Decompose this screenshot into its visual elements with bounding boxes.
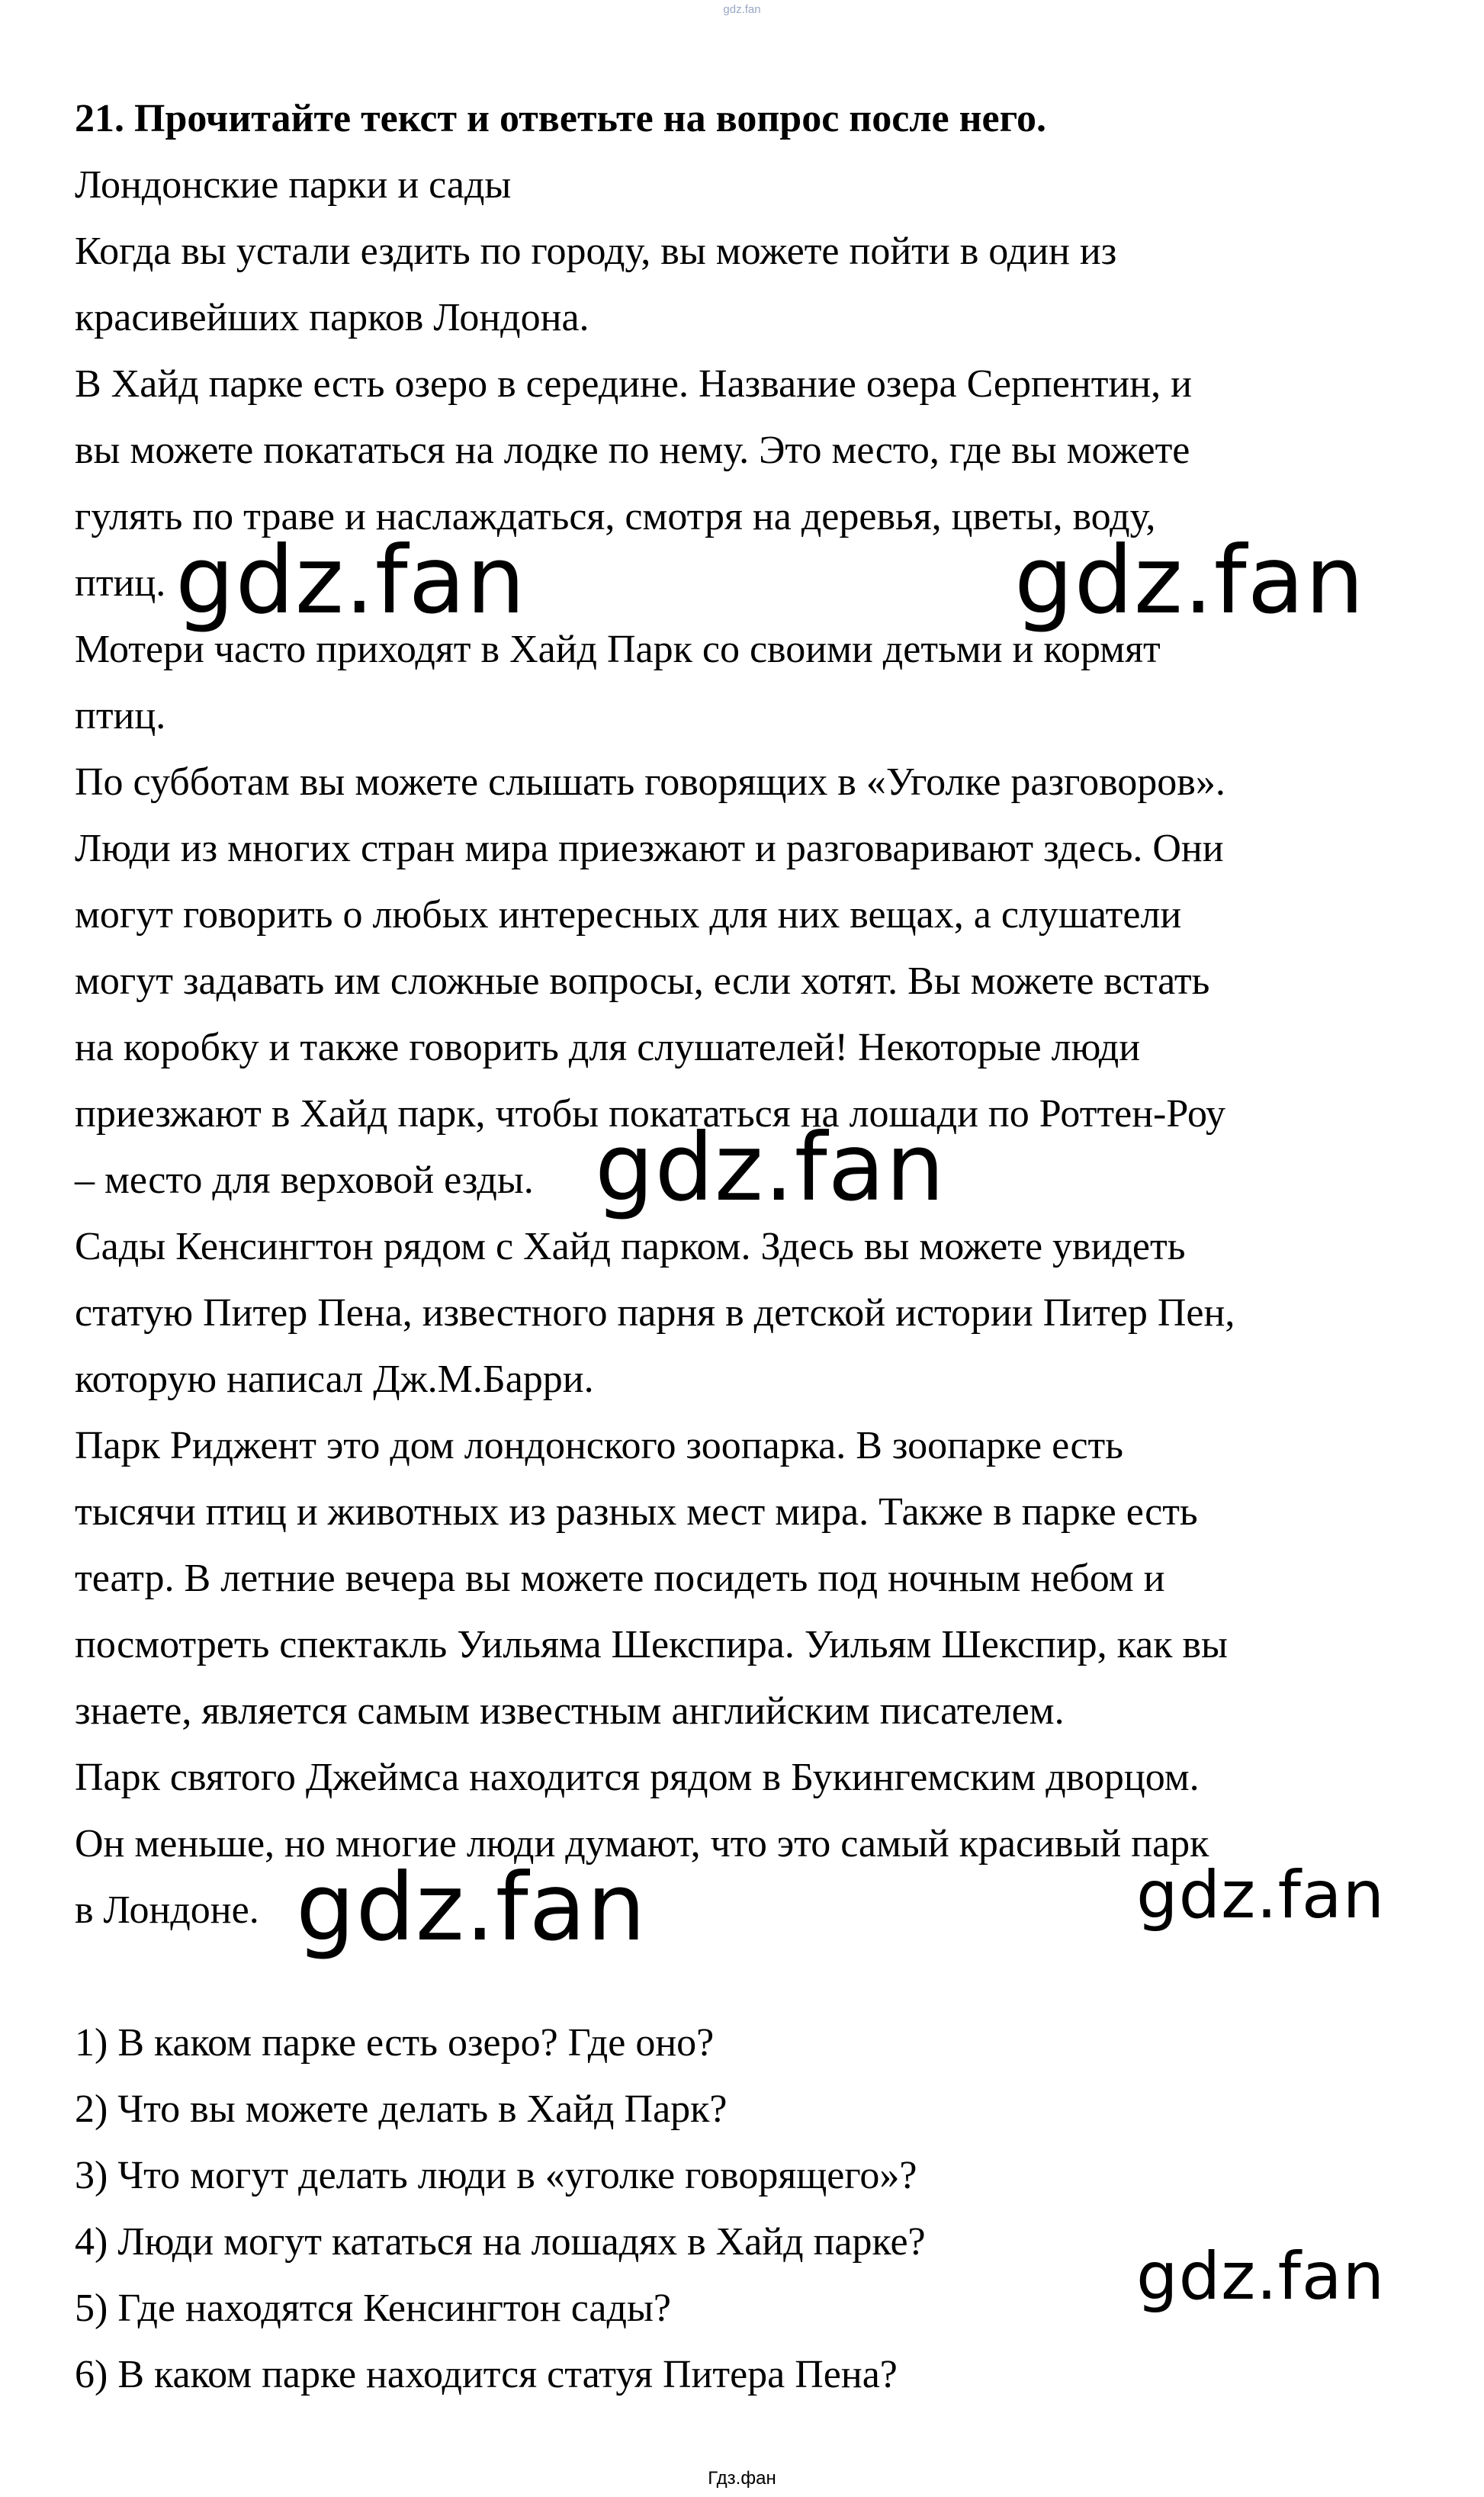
text-line: Парк Риджент это дом лондонского зоопарка. В зоопарке есть [75,1424,1123,1467]
paragraph-gap [75,1943,1417,2010]
text-line: птиц. [75,561,166,605]
text-line: вы можете покататься на лодке по нему. Это место, где вы можете [75,429,1190,472]
text-line: которую написал Дж.М.Барри. [75,1358,594,1401]
text-line: на коробку и также говорить для слушателей! Некоторые люди [75,1026,1141,1069]
text-line: могут задавать им сложные вопросы, если хотят. Вы можете встать [75,959,1210,1003]
text-line: Мотери часто приходят в Хайд Парк со своими детьми и кормят [75,628,1161,671]
text-line: Когда вы устали ездить по городу, вы можете пойти в один из [75,230,1117,273]
question-6: 6) В каком парке находится статуя Питера Пена? [75,2353,898,2396]
text-line: Он меньше, но многие люди думают, что это самый красивый парк [75,1822,1209,1866]
watermark: gdz.fan [296,1853,647,1962]
text-line: в Лондоне. [75,1888,259,1932]
question-1: 1) В каком парке есть озеро? Где оно? [75,2021,715,2065]
text-line: посмотреть спектакль Уильяма Шекспира. Уильям Шекспир, как вы [75,1623,1228,1666]
bottom-watermark: Гдз.фан [708,2468,776,2489]
text-line: театр. В летние вечера вы можете посидеть под ночным небом и [75,1557,1165,1600]
text-line: птиц. [75,694,166,738]
watermark: gdz.fan [1136,2238,1386,2315]
text-line: могут говорить о любых интересных для них вещах, а слушатели [75,893,1182,937]
top-watermark: gdz.fan [723,3,761,16]
text-line: красивейших парков Лондона. [75,296,589,339]
text-line: – место для верховой езды. [75,1159,534,1202]
text-line: В Хайд парке есть озеро в середине. Название озера Серпентин, и [75,362,1192,406]
question-2: 2) Что вы можете делать в Хайд Парк? [75,2087,728,2131]
question-5: 5) Где находятся Кенсингтон сады? [75,2287,671,2330]
question-3: 3) Что могут делать люди в «уголке говорящего»? [75,2154,917,2197]
question-4: 4) Люди могут кататься на лошадях в Хайд парке? [75,2220,926,2264]
text-line: тысячи птиц и животных из разных мест мира. Также в парке есть [75,1490,1198,1534]
text-line: гулять по траве и наслаждаться, смотря на деревья, цветы, воду, [75,495,1156,538]
watermark: gdz.fan [595,1114,946,1222]
text-line: Сады Кенсингтон рядом с Хайд парком. Здесь вы можете увидеть [75,1225,1186,1268]
text-line: приезжают в Хайд парк, чтобы покататься на лошади по Роттен-Роу [75,1092,1226,1136]
watermark: gdz.fan [1014,526,1365,635]
text-line: Парк святого Джеймса находится рядом в Букингемским дворцом. [75,1756,1200,1799]
text-line: статую Питер Пена, известного парня в детской истории Питер Пен, [75,1291,1235,1335]
text-line: Люди из многих стран мира приезжают и разговаривают здесь. Они [75,827,1224,870]
text-title: Лондонские парки и сады [75,163,512,207]
text-line: знаете, является самым известным английским писателем. [75,1689,1065,1733]
watermark: gdz.fan [1136,1857,1386,1933]
text-line: По субботам вы можете слышать говорящих в «Уголке разговоров». [75,760,1225,804]
exercise-content [75,85,1417,2408]
exercise-heading: 21. Прочитайте текст и ответьте на вопрос после него. [75,97,1046,140]
watermark: gdz.fan [175,526,526,635]
